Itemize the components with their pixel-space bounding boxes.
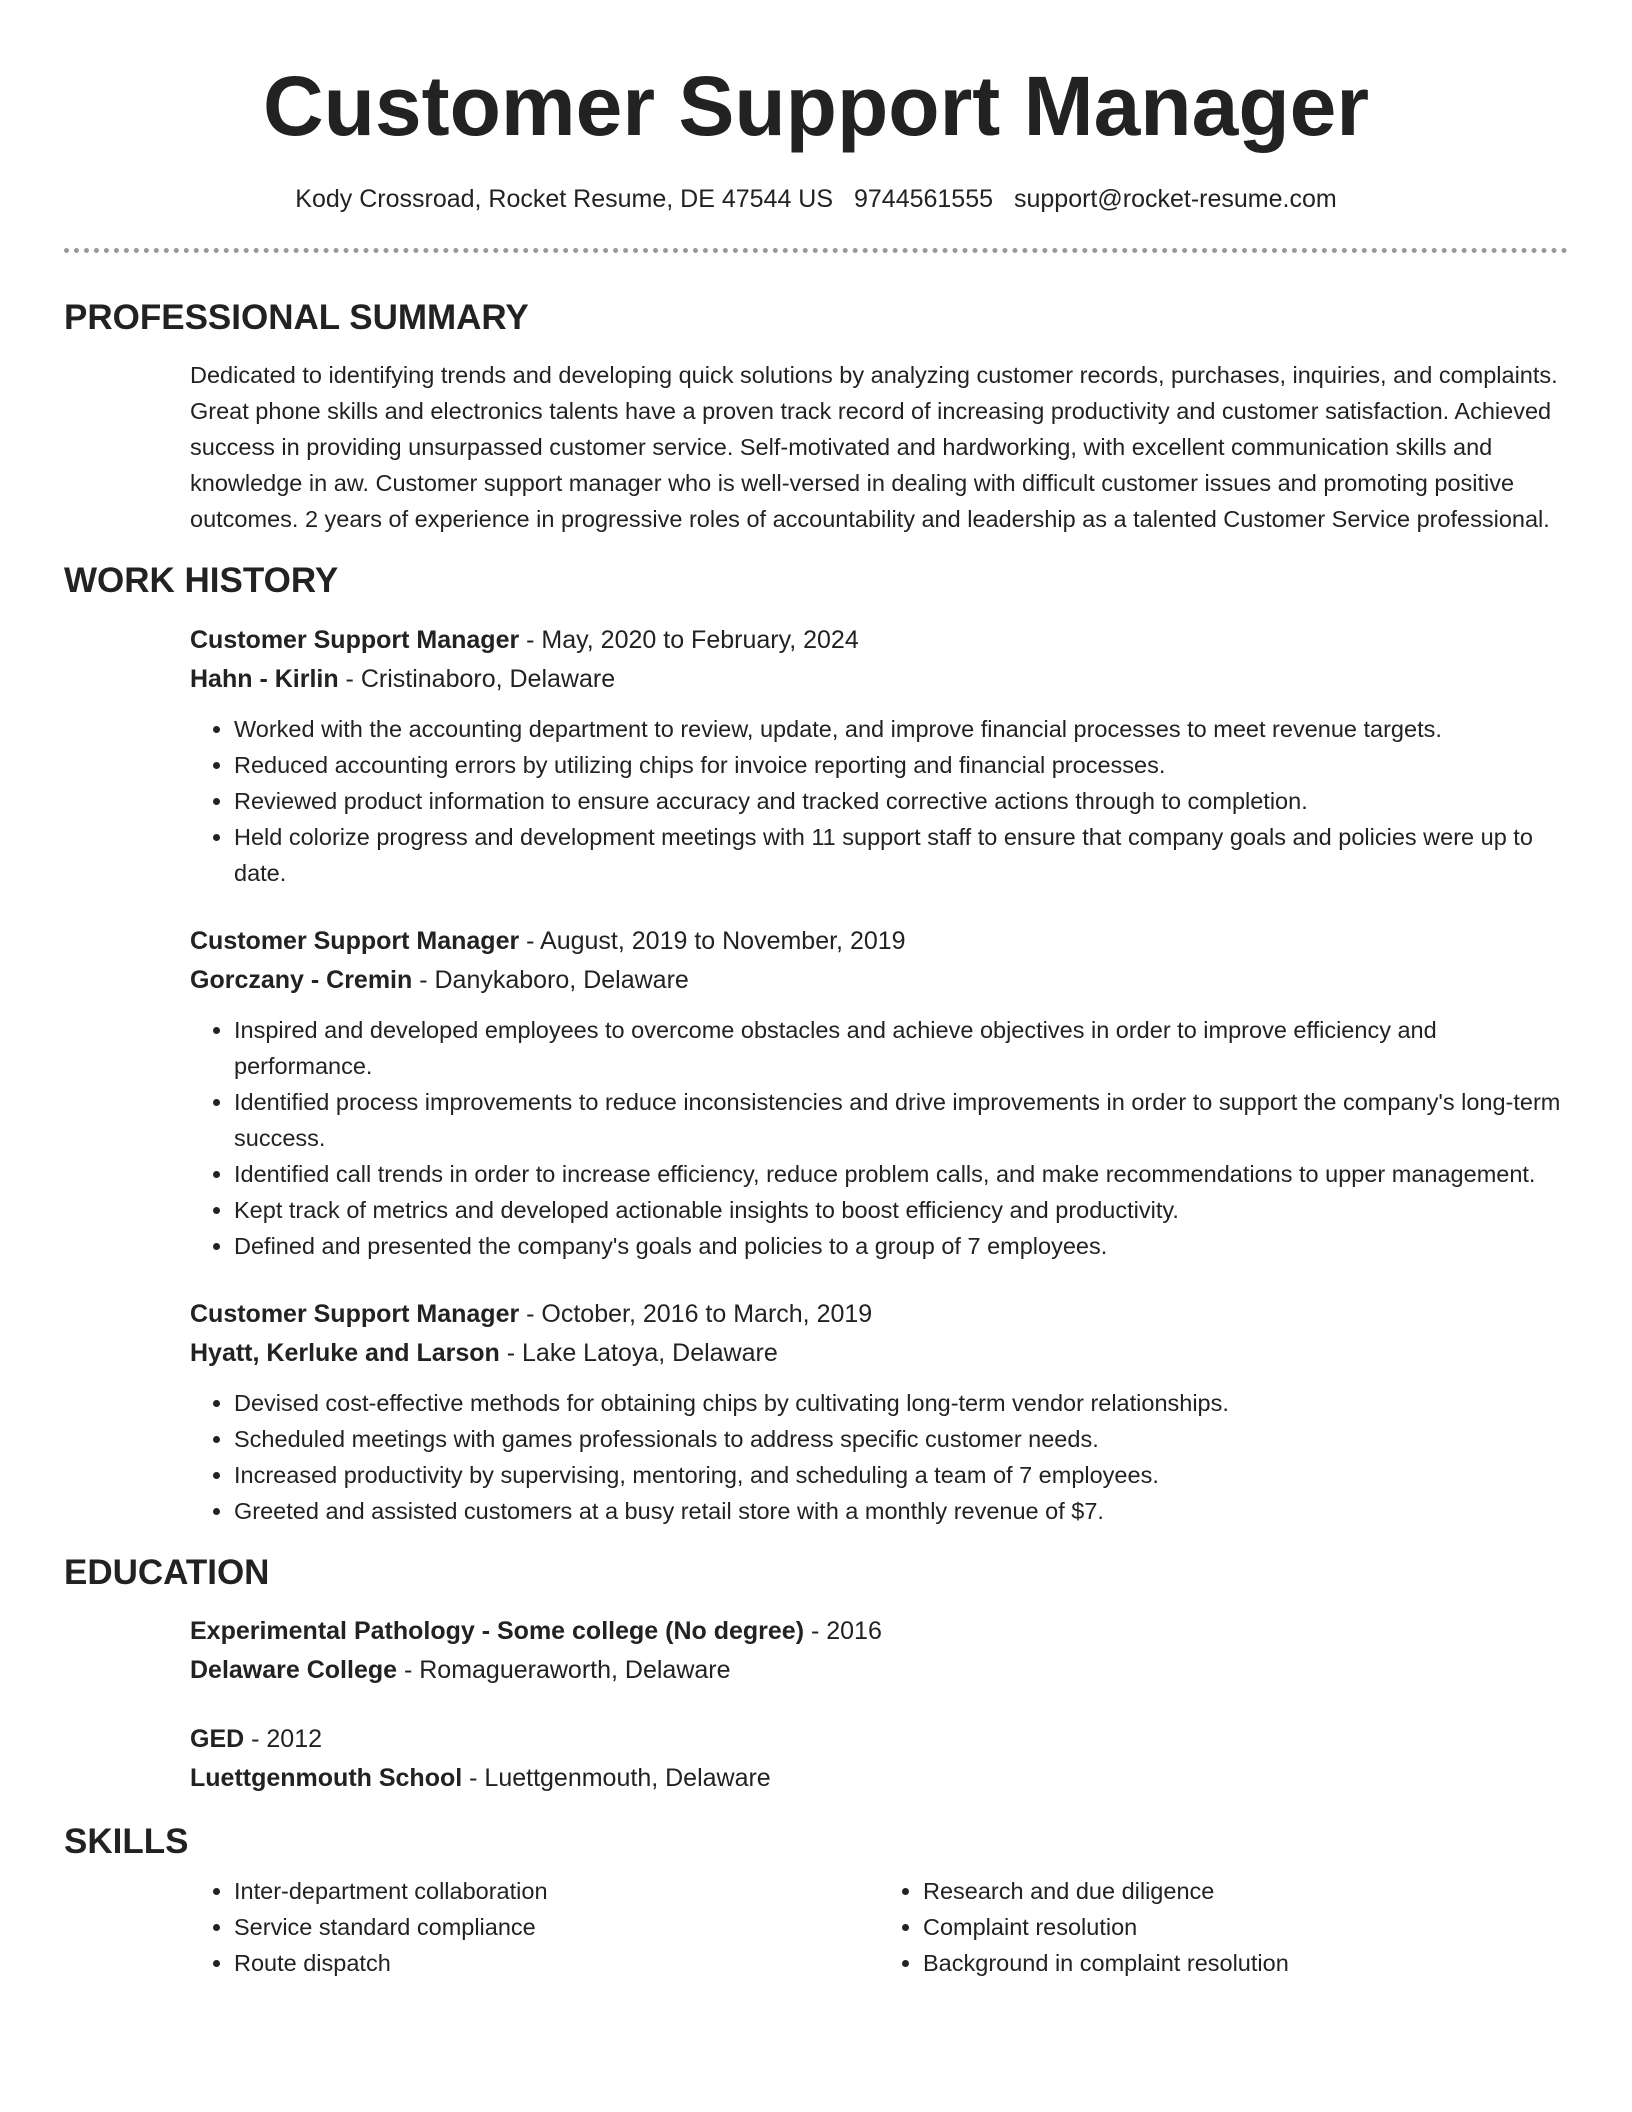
contact-line bbox=[64, 182, 1568, 216]
address-text: Kody Crossroad, Rocket Resume, DE 47544 US bbox=[295, 185, 834, 213]
list-item: • Kept track of metrics and developed actionable insights to boost efficiency and productivity. bbox=[234, 1192, 1568, 1228]
degree-line bbox=[190, 1720, 1568, 1759]
degree-year: - 2016 bbox=[804, 1617, 882, 1645]
education-entry bbox=[190, 1720, 1568, 1798]
job-entry bbox=[190, 621, 1568, 891]
summary-text: Dedicated to identifying trends and developing quick solutions by analyzing customer records, purchases, inquiries, and complaints. Great phone skills and electronics talents have a proven track record of increasing productivity and customer satisfaction. Achieved success in providing unsurpassed customer service. Self-motivated and hardworking, with excellent communication skills and knowledge in aw. Customer support manager who is well-versed in dealing with difficult customer issues and promoting positive outcomes. 2 years of experience in progressive roles of accountability and leadership as a talented Customer Service professional. bbox=[190, 362, 1558, 532]
school-line bbox=[190, 1759, 1568, 1798]
job-company: Gorczany - Cremin bbox=[190, 966, 413, 994]
phone-text: 9744561555 bbox=[853, 185, 994, 213]
job-company: Hyatt, Kerluke and Larson bbox=[190, 1339, 500, 1367]
job-location: - Cristinaboro, Delaware bbox=[338, 665, 616, 693]
list-item: • Background in complaint resolution bbox=[923, 1945, 1568, 1981]
job-role-line bbox=[190, 621, 1568, 660]
skills-heading: SKILLS bbox=[64, 1822, 189, 1861]
skills-column-right bbox=[879, 1873, 1568, 1981]
school-location: - Luettgenmouth, Delaware bbox=[462, 1764, 771, 1792]
job-company: Hahn - Kirlin bbox=[190, 665, 339, 693]
education-heading: EDUCATION bbox=[64, 1553, 270, 1592]
job-role: Customer Support Manager bbox=[190, 626, 520, 654]
list-item: • Greeted and assisted customers at a busy retail store with a monthly revenue of $7. bbox=[234, 1493, 1568, 1529]
education-entry bbox=[190, 1612, 1568, 1690]
job-role-line bbox=[190, 922, 1568, 961]
list-item: • Inspired and developed employees to overcome obstacles and achieve objectives in order to improve efficiency and performance. bbox=[234, 1012, 1568, 1084]
list-item: • Complaint resolution bbox=[923, 1909, 1568, 1945]
job-dates: - October, 2016 to March, 2019 bbox=[519, 1300, 873, 1328]
degree-name: GED bbox=[190, 1725, 245, 1753]
list-item: • Route dispatch bbox=[234, 1945, 879, 1981]
job-company-line bbox=[190, 1334, 1568, 1373]
job-bullets bbox=[190, 1385, 1568, 1529]
job-location: - Danykaboro, Delaware bbox=[412, 966, 689, 994]
list-item: • Service standard compliance bbox=[234, 1909, 879, 1945]
header-divider bbox=[64, 248, 1568, 253]
resume-title: Customer Support Manager bbox=[262, 59, 1370, 153]
list-item: • Reduced accounting errors by utilizing chips for invoice reporting and financial processes. bbox=[234, 747, 1568, 783]
degree-year: - 2012 bbox=[244, 1725, 323, 1753]
school-location: - Romagueraworth, Delaware bbox=[397, 1656, 731, 1684]
job-bullets bbox=[190, 711, 1568, 891]
job-entry bbox=[190, 1295, 1568, 1529]
list-item: • Devised cost-effective methods for obtaining chips by cultivating long-term vendor relationships. bbox=[234, 1385, 1568, 1421]
job-role: Customer Support Manager bbox=[190, 1300, 520, 1328]
skills-column-left bbox=[190, 1873, 879, 1981]
work-history-heading: WORK HISTORY bbox=[64, 561, 339, 600]
school-name: Delaware College bbox=[190, 1656, 398, 1684]
list-item: • Inter-department collaboration bbox=[234, 1873, 879, 1909]
list-item: • Held colorize progress and development meetings with 11 support staff to ensure that company goals and policies were up to date. bbox=[234, 819, 1568, 891]
school-line bbox=[190, 1651, 1568, 1690]
list-item: • Increased productivity by supervising, mentoring, and scheduling a team of 7 employees. bbox=[234, 1457, 1568, 1493]
email-link[interactable]: support@rocket-resume.com bbox=[1013, 185, 1337, 213]
job-dates: - August, 2019 to November, 2019 bbox=[519, 927, 906, 955]
list-item: • Scheduled meetings with games professionals to address specific customer needs. bbox=[234, 1421, 1568, 1457]
job-dates: - May, 2020 to February, 2024 bbox=[519, 626, 859, 654]
job-location: - Lake Latoya, Delaware bbox=[499, 1339, 778, 1367]
list-item: • Defined and presented the company's goals and policies to a group of 7 employees. bbox=[234, 1228, 1568, 1264]
job-company-line bbox=[190, 660, 1568, 699]
list-item: • Worked with the accounting department to review, update, and improve financial processes to meet revenue targets. bbox=[234, 711, 1568, 747]
job-entry bbox=[190, 922, 1568, 1264]
list-item: • Research and due diligence bbox=[923, 1873, 1568, 1909]
job-role-line bbox=[190, 1295, 1568, 1334]
job-company-line bbox=[190, 961, 1568, 1000]
list-item: • Reviewed product information to ensure accuracy and tracked corrective actions through to completion. bbox=[234, 783, 1568, 819]
job-role: Customer Support Manager bbox=[190, 927, 520, 955]
list-item: • Identified process improvements to reduce inconsistencies and drive improvements in order to support the company's long-term success. bbox=[234, 1084, 1568, 1156]
degree-name: Experimental Pathology - Some college (No degree) bbox=[190, 1617, 805, 1645]
degree-line bbox=[190, 1612, 1568, 1651]
skills-list bbox=[64, 1873, 1568, 1981]
list-item: • Identified call trends in order to increase efficiency, reduce problem calls, and make recommendations to upper management. bbox=[234, 1156, 1568, 1192]
summary-heading: PROFESSIONAL SUMMARY bbox=[64, 298, 529, 337]
school-name: Luettgenmouth School bbox=[190, 1764, 463, 1792]
job-bullets bbox=[190, 1012, 1568, 1264]
